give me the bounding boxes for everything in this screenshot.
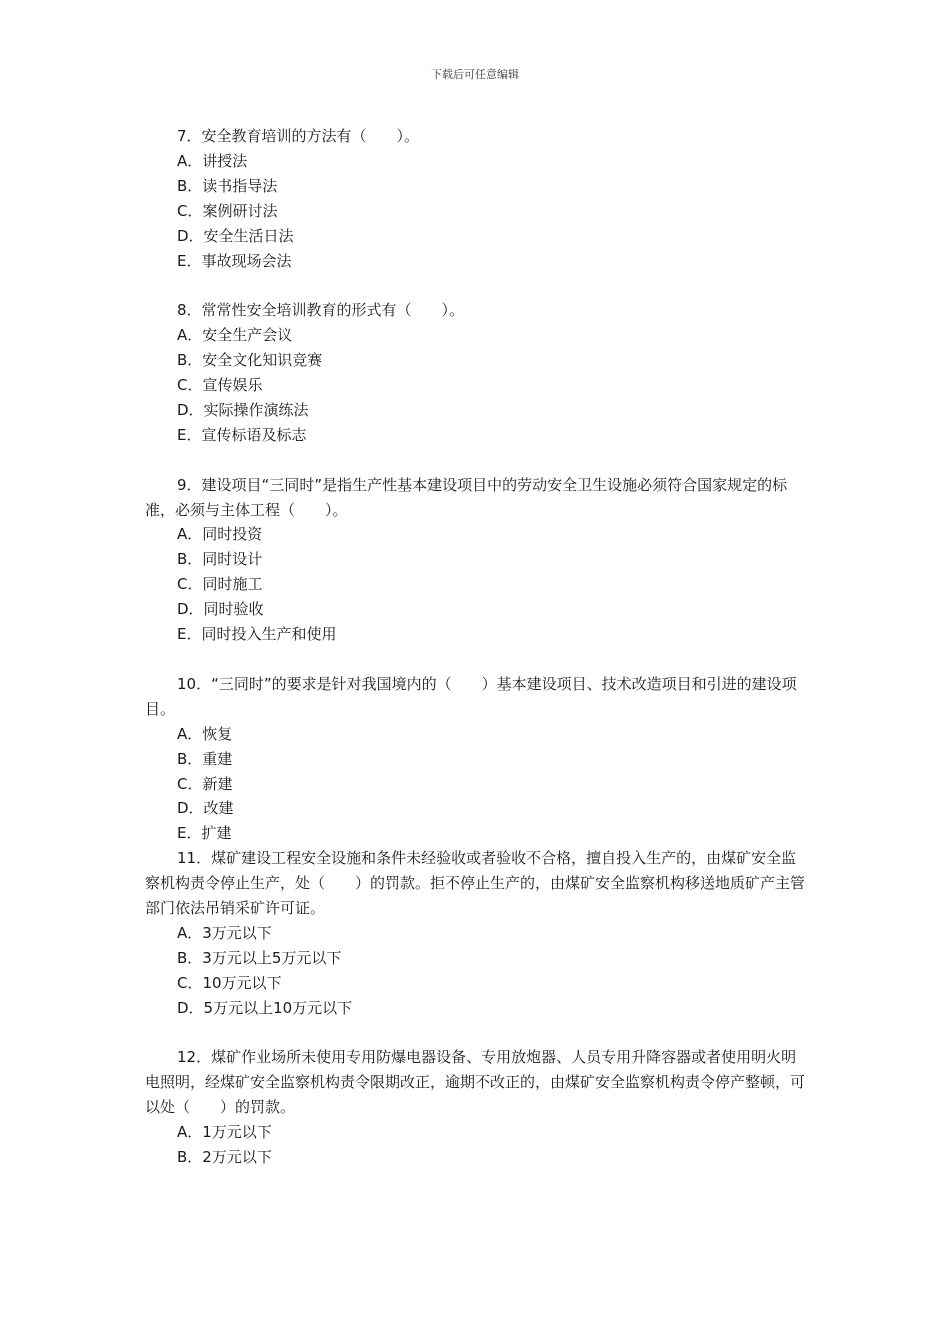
question-stem: 12．煤矿作业场所未使用专用防爆电器设备、专用放炮器、人员专用升降容器或者使用明火明电照明，经煤矿安全监察机构责令限期改正，逾期不改正的，由煤矿安全监察机构责令停产整顿，可以处（ ）的罚款。 [145, 1048, 806, 1117]
question-stem: 11．煤矿建设工程安全设施和条件未经验收或者验收不合格，擅自投入生产的，由煤矿安全监察机构责令停止生产，处（ ）的罚款。拒不停止生产的，由煤矿安全监察机构移送地质矿产主管部门依法吊销采矿许可证。 [145, 849, 806, 918]
option-e: E．事故现场会法 [177, 251, 292, 270]
option-b: B．安全文化知识竞赛 [177, 351, 323, 370]
option-a: A．1万元以下 [177, 1123, 272, 1142]
question-stem: 8．常常性安全培训教育的形式有（ ）。 [177, 301, 465, 320]
option-b: B．读书指导法 [177, 176, 278, 195]
question-8 [145, 298, 805, 447]
option-a: A．同时投资 [177, 525, 263, 544]
option-a: A．安全生产会议 [177, 326, 293, 345]
page-header: 下载后可任意编辑 [431, 68, 519, 81]
option-e: E．宣传标语及标志 [177, 425, 307, 444]
option-c: C．新建 [177, 774, 233, 793]
option-a: A．恢复 [177, 724, 233, 743]
option-d: D．同时验收 [177, 600, 264, 619]
option-b: B．重建 [177, 749, 233, 768]
option-b: B．同时设计 [177, 550, 263, 569]
question-9 [145, 473, 805, 647]
question-stem: 9．建设项目“三同时”是指生产性基本建设项目中的劳动安全卫生设施必须符合国家规定的标准，必须与主体工程（ ）。 [145, 475, 788, 519]
option-a: A．3万元以下 [177, 923, 272, 942]
question-11 [145, 846, 805, 1020]
question-stem: 7．安全教育培训的方法有（ ）。 [177, 127, 420, 145]
option-e: E．扩建 [177, 824, 232, 843]
option-d: D．安全生活日法 [177, 226, 294, 245]
option-c: C．案例研讨法 [177, 201, 278, 220]
option-d: D．实际操作演练法 [177, 400, 309, 419]
option-b: B．2万元以下 [177, 1148, 272, 1167]
question-7 [145, 124, 805, 273]
option-d: D．5万元以上10万元以下 [177, 998, 353, 1017]
document-body [145, 124, 805, 1170]
option-c: C．宣传娱乐 [177, 376, 263, 395]
option-c: C．同时施工 [177, 575, 263, 594]
option-d: D．改建 [177, 799, 234, 818]
option-e: E．同时投入生产和使用 [177, 625, 337, 644]
option-b: B．3万元以上5万元以下 [177, 948, 342, 967]
question-10 [145, 672, 805, 846]
option-a: A．讲授法 [177, 151, 248, 170]
question-12 [145, 1045, 805, 1170]
question-stem: 10．“三同时”的要求是针对我国境内的（ ）基本建设项目、技术改造项目和引进的建设项目。 [145, 674, 797, 718]
option-c: C．10万元以下 [177, 973, 282, 992]
